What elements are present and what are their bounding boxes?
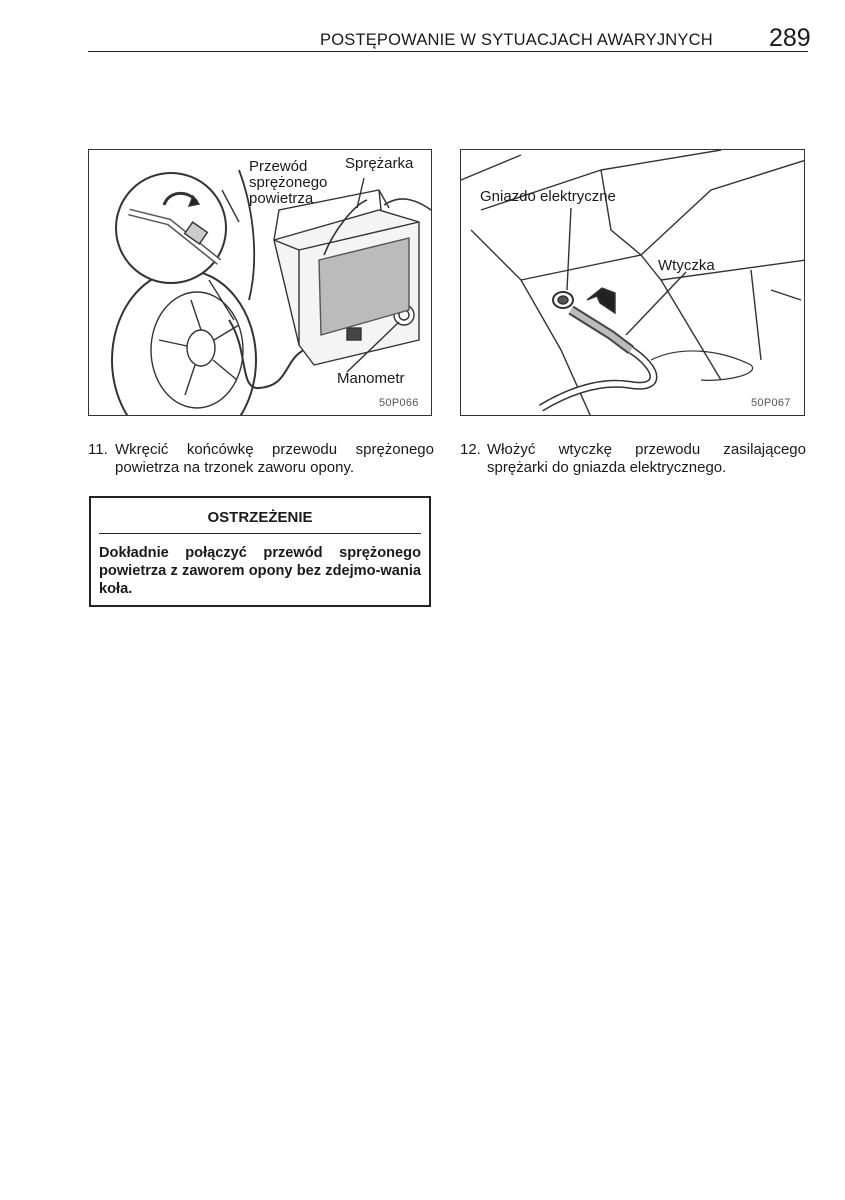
label-plug: Wtyczka [658, 257, 715, 274]
step-11 [88, 441, 434, 477]
label-socket: Gniazdo elektryczne [480, 188, 616, 205]
figure-code: 50P067 [751, 397, 791, 409]
step-number: 12. [460, 441, 481, 458]
label-gauge: Manometr [337, 370, 405, 387]
running-header-title: POSTĘPOWANIE W SYTUACJACH AWARYJNYCH [320, 31, 713, 49]
step-number: 11. [88, 441, 108, 458]
label-hose-line2: sprężonego [249, 174, 328, 191]
step-text: Wkręcić końcówkę przewodu sprężonego powietrza na trzonek zaworu opony. [115, 441, 434, 476]
header-divider [88, 51, 808, 52]
figure-socket-plug [460, 149, 805, 416]
page-number: 289 [769, 24, 811, 52]
figure-compressor-tire [88, 149, 432, 416]
warning-box [89, 496, 431, 607]
warning-title: OSTRZEŻENIE [207, 509, 313, 526]
figure-code: 50P066 [379, 397, 419, 409]
step-12 [460, 441, 806, 477]
label-hose-line1: Przewód [249, 158, 308, 175]
label-hose-line3: powietrza [249, 190, 314, 207]
step-text: Włożyć wtyczkę przewodu zasilającego sprężarki do gniazda elektrycznego. [487, 441, 806, 476]
warning-text: Dokładnie połączyć przewód sprężonego powietrza z zaworem opony bez zdejmo-wania koła. [99, 545, 421, 597]
warning-divider [99, 533, 421, 534]
label-compressor: Sprężarka [345, 155, 414, 172]
